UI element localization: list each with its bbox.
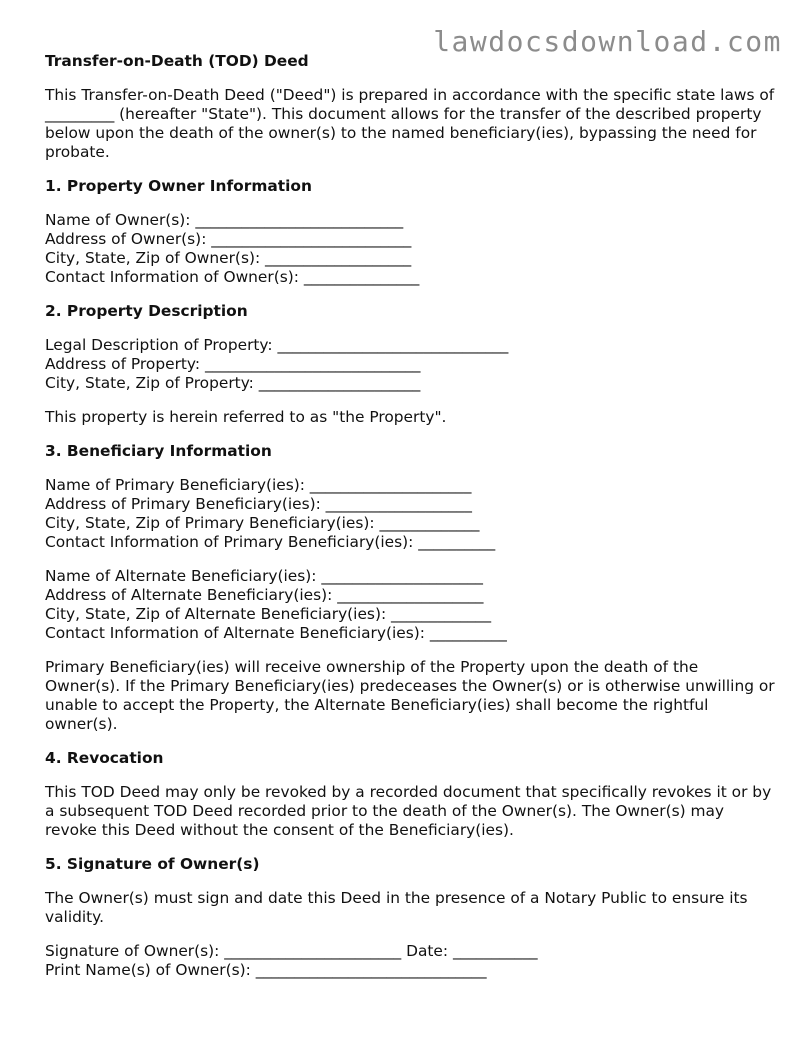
primary-beneficiary-city-state-zip-line: City, State, Zip of Primary Beneficiary(ies): _____________ — [45, 514, 480, 532]
alternate-beneficiary-city-state-zip-line: City, State, Zip of Alternate Beneficiary(ies): _____________ — [45, 605, 492, 623]
alternate-beneficiary-fields — [45, 567, 775, 643]
property-address-line: Address of Property: ____________________________ — [45, 355, 421, 373]
alternate-beneficiary-address-line: Address of Alternate Beneficiary(ies): ___________________ — [45, 586, 484, 604]
signature-date-line: Signature of Owner(s): _______________________ Date: ___________ — [45, 942, 538, 960]
alternate-beneficiary-name-line: Name of Alternate Beneficiary(ies): _____________________ — [45, 567, 483, 585]
revocation-paragraph: This TOD Deed may only be revoked by a recorded document that specifically revokes it or by a subsequent TOD Deed recorded prior to the death of the Owner(s). The Owner(s) may revoke this Deed without the consent of the Beneficiary(ies). — [45, 783, 772, 839]
intro-paragraph: This Transfer-on-Death Deed ("Deed") is prepared in accordance with the specific state laws of _________ (hereafter "State"). This document allows for the transfer of the described property below upon the death of the owner(s) to the named beneficiary(ies), bypassing the need for probate. — [45, 86, 775, 161]
property-city-state-zip-line: City, State, Zip of Property: _____________________ — [45, 374, 421, 392]
owner-name-line: Name of Owner(s): ___________________________ — [45, 211, 404, 229]
owner-contact-line: Contact Information of Owner(s): _______________ — [45, 268, 420, 286]
section-heading-signature: 5. Signature of Owner(s) — [45, 855, 260, 873]
property-fields — [45, 336, 775, 393]
primary-beneficiary-address-line: Address of Primary Beneficiary(ies): ___________________ — [45, 495, 472, 513]
owner-info-fields — [45, 211, 775, 287]
primary-beneficiary-fields — [45, 476, 775, 552]
signature-paragraph: The Owner(s) must sign and date this Deed in the presence of a Notary Public to ensure its validity. — [45, 889, 748, 926]
primary-beneficiary-name-line: Name of Primary Beneficiary(ies): _____________________ — [45, 476, 472, 494]
signature-fields — [45, 942, 775, 980]
section-heading-beneficiary-info: 3. Beneficiary Information — [45, 442, 272, 460]
alternate-beneficiary-contact-line: Contact Information of Alternate Beneficiary(ies): __________ — [45, 624, 507, 642]
property-legal-description-line: Legal Description of Property: ______________________________ — [45, 336, 509, 354]
watermark: lawdocsdownload.com — [433, 25, 782, 58]
section-heading-property-description: 2. Property Description — [45, 302, 248, 320]
section-heading-revocation: 4. Revocation — [45, 749, 164, 767]
print-name-line: Print Name(s) of Owner(s): ______________________________ — [45, 961, 487, 979]
document-body — [45, 52, 775, 995]
owner-address-line: Address of Owner(s): __________________________ — [45, 230, 412, 248]
section-heading-owner-info: 1. Property Owner Information — [45, 177, 312, 195]
document-title: Transfer-on-Death (TOD) Deed — [45, 52, 309, 70]
property-note: This property is herein referred to as "the Property". — [45, 408, 447, 426]
owner-city-state-zip-line: City, State, Zip of Owner(s): ___________________ — [45, 249, 412, 267]
primary-beneficiary-contact-line: Contact Information of Primary Beneficiary(ies): __________ — [45, 533, 496, 551]
beneficiary-paragraph: Primary Beneficiary(ies) will receive ownership of the Property upon the death of the Owner(s). If the Primary Beneficiary(ies) predeceases the Owner(s) or is otherwise unwilling or unable to accept the Property, the Alternate Beneficiary(ies) shall become the rightful owner(s). — [45, 658, 775, 733]
